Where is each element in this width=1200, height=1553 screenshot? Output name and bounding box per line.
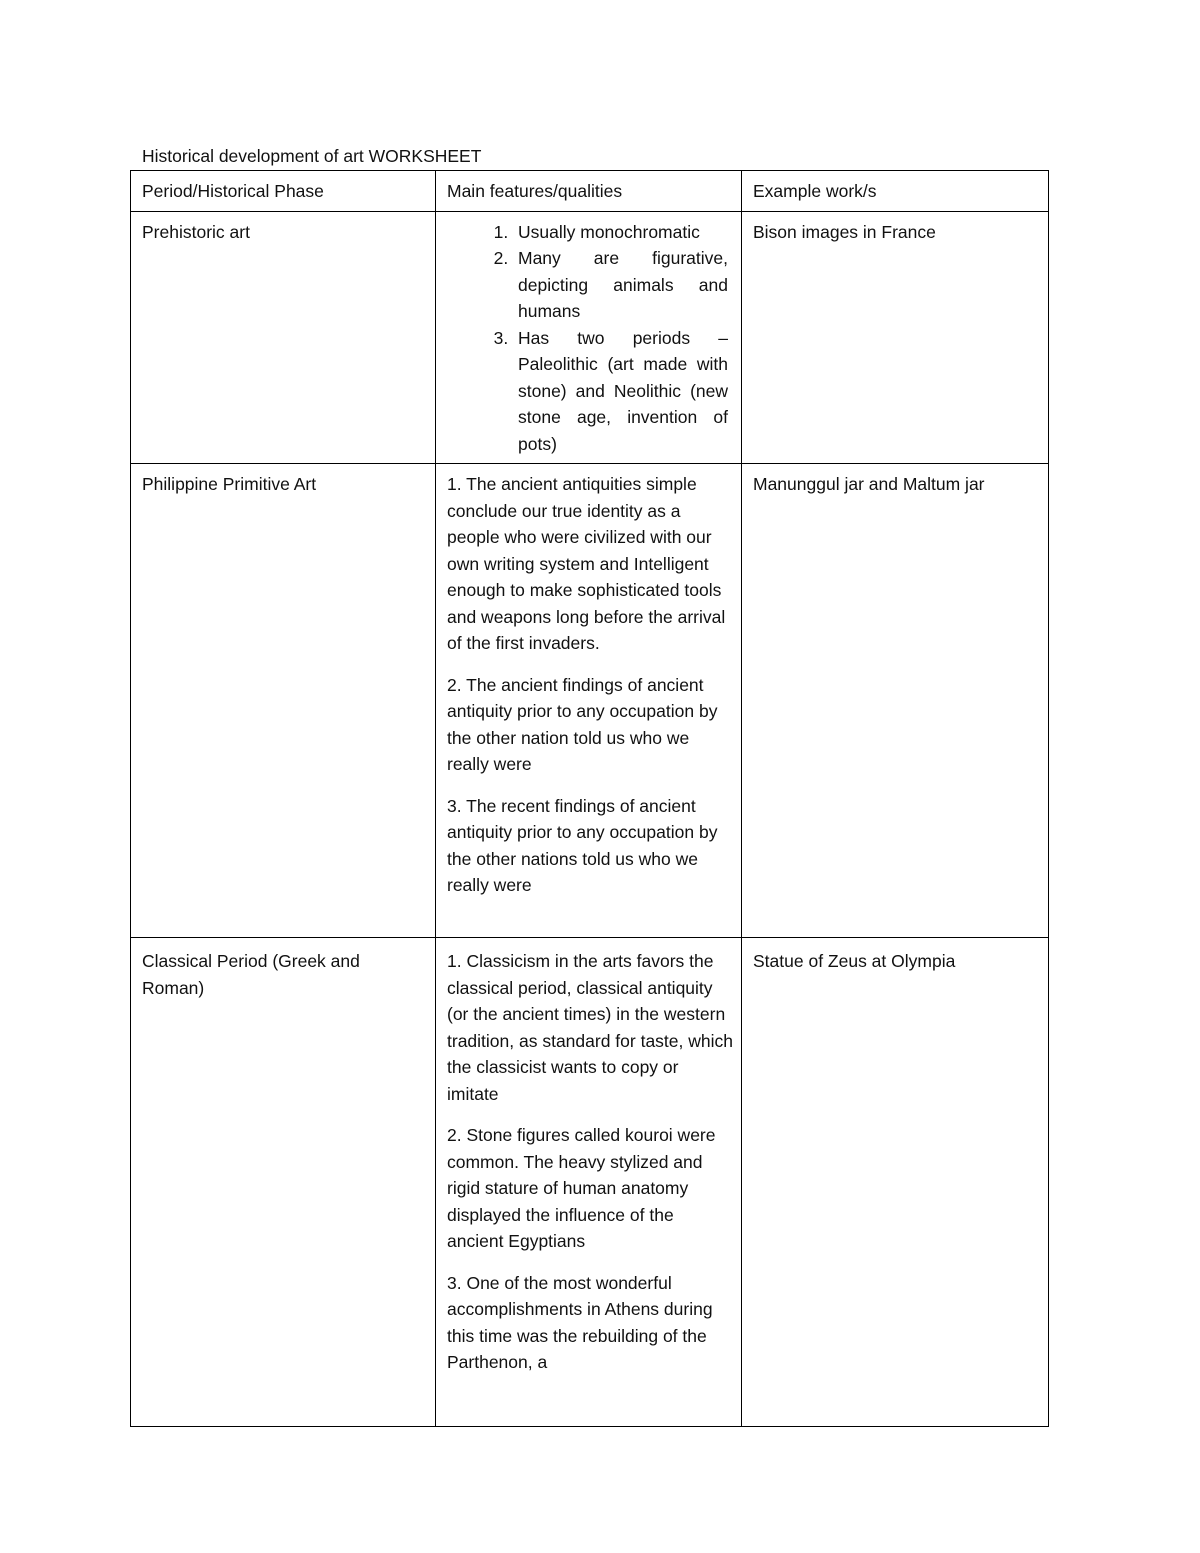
feature-paragraph: 1. The ancient antiquities simple conclude our true identity as a people who were civilized with our own writing system and Intelligent enough to make sophisticated tools and weapons long before the arrival of the first invaders. <box>447 474 726 653</box>
feature-paragraph: 3. One of the most wonderful accomplishments in Athens during this time was the rebuilding of the Parthenon, a <box>447 1272 713 1372</box>
feature-paragraph: 1. Classicism in the arts favors the classical period, classical antiquity (or the ancient times) in the western tradition, as standard for taste, which the classicist wants to copy or imitate <box>447 951 733 1104</box>
feature-paragraph: 3. The recent findings of ancient antiquity prior to any occupation by the other nations told us who we really were <box>447 795 718 895</box>
feature-paragraph: 2. The ancient findings of ancient antiquity prior to any occupation by the other nation told us who we really were <box>447 674 718 774</box>
table-header-row <box>131 171 1049 212</box>
list-item: 2. Many are figurative, depicting animals and humans <box>518 245 730 325</box>
features-list <box>447 219 730 458</box>
header-examples: Example work/s <box>742 171 1049 212</box>
document-title: Historical development of art WORKSHEET <box>142 146 482 166</box>
table-row <box>131 211 1049 464</box>
period-cell: Prehistoric art <box>131 211 436 464</box>
header-features: Main features/qualities <box>436 171 742 212</box>
period-cell: Classical Period (Greek and Roman) <box>131 938 436 1427</box>
header-period: Period/Historical Phase <box>131 171 436 212</box>
example-cell: Bison images in France <box>742 211 1049 464</box>
features-cell <box>436 464 742 938</box>
worksheet-table <box>130 170 1049 1427</box>
table-row <box>131 938 1049 1427</box>
list-item: 3. Has two periods – Paleolithic (art made with stone) and Neolithic (new stone age, invention of pots) <box>518 325 730 458</box>
feature-paragraph: 2. Stone figures called kouroi were common. The heavy stylized and rigid stature of human anatomy displayed the influence of the ancient Egyptians <box>447 1125 716 1251</box>
example-cell: Manunggul jar and Maltum jar <box>742 464 1049 938</box>
table-row <box>131 464 1049 938</box>
features-cell <box>436 938 742 1427</box>
list-item: 1. Usually monochromatic <box>518 219 730 246</box>
features-cell <box>436 211 742 464</box>
period-cell: Philippine Primitive Art <box>131 464 436 938</box>
example-cell: Statue of Zeus at Olympia <box>742 938 1049 1427</box>
